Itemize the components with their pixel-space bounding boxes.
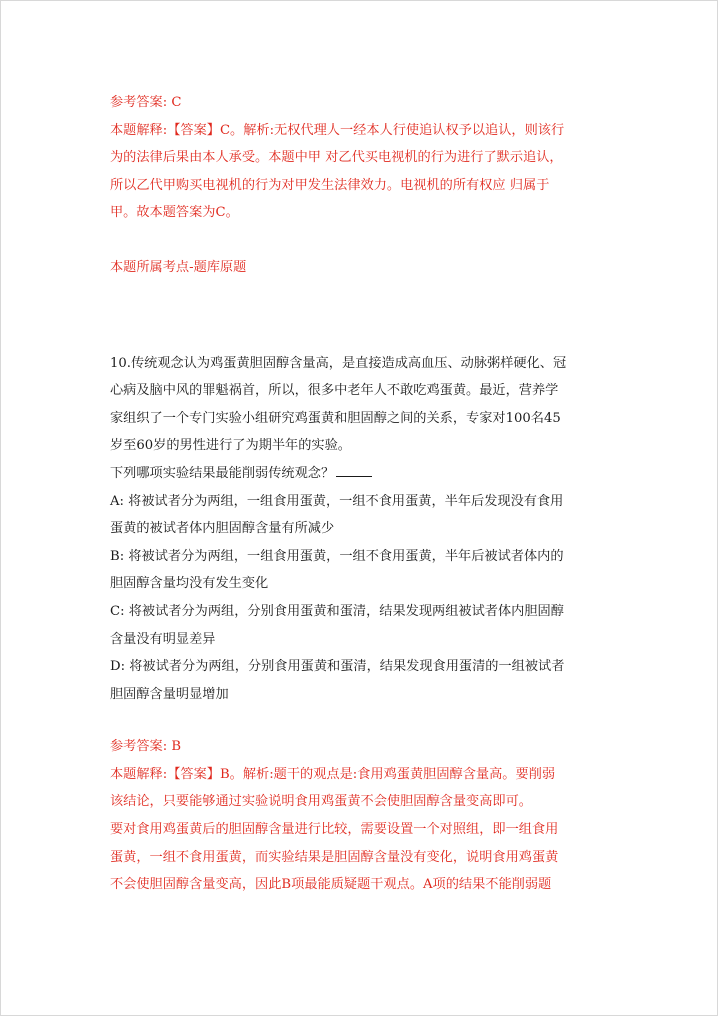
explanation-line: 不会使胆固醇含量变高，因此B项最能质疑题干观点。A项的结果不能削弱题 bbox=[110, 877, 552, 893]
explanation-line: 本题解释:【答案】C。解析:无权代理人一经本人行使追认权予以追认，则该行 bbox=[110, 122, 565, 138]
option-c-line: 含量没有明显差异 bbox=[110, 631, 216, 647]
question-source: 本题所属考点-题库原题 bbox=[110, 259, 247, 275]
answer-label: 参考答案: C bbox=[110, 95, 182, 110]
answer-blank bbox=[336, 464, 372, 477]
option-a-line: A: 将被试者分为两组，一组食用蛋黄，一组不食用蛋黄，半年后发现没有食用 bbox=[110, 493, 564, 509]
question-prompt-text: 下列哪项实验结果最能削弱传统观念？ bbox=[110, 465, 335, 481]
option-c-line: C: 将被试者分为两组，分别食用蛋黄和蛋清，结果发现两组被试者体内胆固醇 bbox=[110, 603, 564, 619]
question-stem-line: 心病及脑中风的罪魁祸首，所以，很多中老年人不敢吃鸡蛋黄。最近，营养学 bbox=[110, 383, 559, 399]
answer-label: 参考答案: B bbox=[110, 739, 182, 755]
explanation-line: 为的法律后果由本人承受。本题中甲 对乙代买电视机的行为进行了默示追认， bbox=[110, 150, 563, 166]
explanation-line: 甲。故本题答案为C。 bbox=[110, 205, 239, 221]
explanation-line: 该结论，只要能够通过实验说明食用鸡蛋黄不会使胆固醇含量变高即可。 bbox=[110, 794, 532, 810]
option-d-line: D: 将被试者分为两组，分别食用蛋黄和蛋清，结果发现食用蛋清的一组被试者 bbox=[110, 659, 565, 675]
option-b-line: 胆固醇含量均没有发生变化 bbox=[110, 576, 269, 592]
explanation-line: 蛋黄，一组不食用蛋黄，而实验结果是胆固醇含量没有变化，说明食用鸡蛋黄 bbox=[110, 849, 559, 865]
question-stem-line: 岁至60岁的男性进行了为期半年的实验。 bbox=[110, 438, 351, 454]
option-b-line: B: 将被试者分为两组，一组食用蛋黄，一组不食用蛋黄，半年后被试者体内的 bbox=[110, 548, 564, 564]
page-content bbox=[110, 89, 616, 899]
question-stem-line: 家组织了一个专门实验小组研究鸡蛋黄和胆固醇之间的关系，专家对100名45 bbox=[110, 410, 561, 426]
explanation-line: 要对食用鸡蛋黄后的胆固醇含量进行比较，需要设置一个对照组，即一组食用 bbox=[110, 822, 559, 838]
question-prompt bbox=[110, 460, 616, 488]
explanation-line: 本题解释:【答案】B。解析:题干的观点是:食用鸡蛋黄胆固醇含量高。要削弱 bbox=[110, 766, 556, 782]
question-stem-line: 10.传统观念认为鸡蛋黄胆固醇含量高，是直接造成高血压、动脉粥样硬化、冠 bbox=[110, 355, 567, 371]
option-a-line: 蛋黄的被试者体内胆固醇含量有所减少 bbox=[110, 521, 335, 537]
option-d-line: 胆固醇含量明显增加 bbox=[110, 686, 229, 702]
explanation-line: 所以乙代甲购买电视机的行为对甲发生法律效力。电视机的所有权应 归属于 bbox=[110, 177, 550, 193]
